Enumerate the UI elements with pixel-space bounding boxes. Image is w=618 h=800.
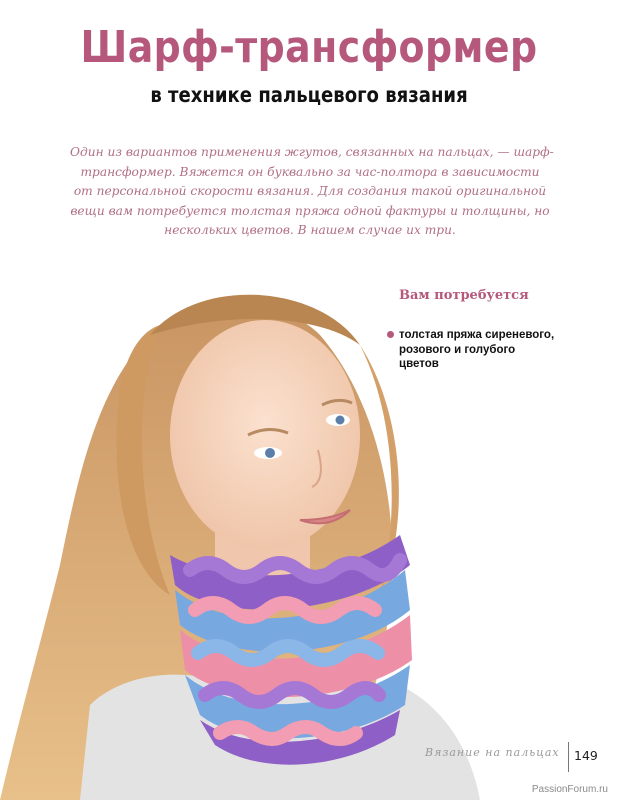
braided-scarf [170,535,412,765]
face [170,320,360,550]
footer-divider [568,742,569,772]
materials-item-line: розового и голубого [399,343,516,356]
materials-box [385,288,585,370]
materials-item-line: цветов [399,358,439,370]
page-subtitle: в технике пальцевого вязания [150,83,468,107]
intro-line: вещи вам потребуется толстая пряжа одной фактуры и толщины, но [70,203,550,218]
materials-title: Вам потребуется [399,288,529,303]
page-title: Шарф-трансформер [80,22,538,73]
model-photo [0,265,618,800]
page-number: 149 [574,748,598,763]
running-title: Вязание на пальцах [425,746,560,759]
intro-paragraph [70,143,554,241]
materials-item-line: толстая пряжа сиреневого, [399,329,555,341]
intro-line: от персональной скорости вязания. Для создания такой оригинальной [73,184,547,198]
bullet-icon [387,331,394,338]
intro-line: трансформер. Вяжется он буквально за час-полтора в зависимости [80,164,540,179]
watermark: PassionForum.ru [531,784,608,795]
intro-line: Один из вариантов применения жгутов, связанных на пальцах, — шарф- [70,145,554,159]
intro-line: нескольких цветов. В нашем случае их три. [164,223,456,237]
